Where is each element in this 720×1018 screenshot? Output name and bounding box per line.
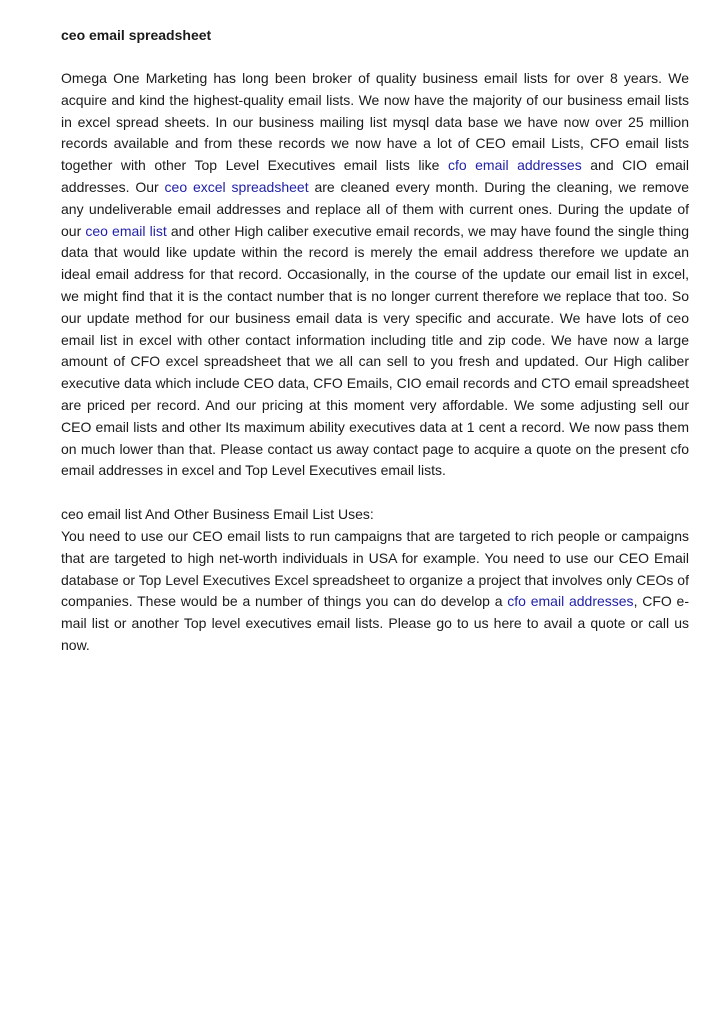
paragraph-text: are cleaned every month. During the cleaning, we remove any undeliverable email addresses and replace all of them with current ones. During the update of our xyxy=(61,178,689,239)
section-subheading: ceo email list And Other Business Email List Uses: xyxy=(61,506,374,523)
link-cfo-email-addresses-2[interactable]: cfo email addresses xyxy=(507,593,634,610)
body-paragraph-2 xyxy=(61,526,689,657)
body-paragraph-1 xyxy=(61,68,689,482)
paragraph-text: and other High caliber executive email records, we may have found the single thing data that would like update within the record is merely the email address therefore we update an ideal email address for that record. Occasionally, in the course of the update our email list in excel, we might find that it is the contact number that is no longer current therefore we replace that too. So our update method for our business email data is very specific and accurate. We have lots of ceo email list in excel with other contact information including title and zip code. We have now a large amount of CFO excel spreadsheet that we all can sell to you fresh and updated. Our High caliber executive data which include CEO data, CFO Emails, CIO email records and CTO email spreadsheet are priced per record. And our pricing at this moment very affordable. We some adjusting sell our CEO email lists and other Its maximum ability executives data at 1 cent a record. We now pass them on much lower than that. Please contact us away contact page to acquire a quote on the present cfo email addresses in excel and Top Level Executives email lists. xyxy=(61,222,689,479)
paragraph-text: Omega One Marketing has long been broker of quality business email lists for over 8 years. We acquire and kind the highest-quality email lists. We now have the majority of our business email lists in excel spread sheets. In our business mailing list mysql data base we have now over 25 million records available and from these records we now have a lot of CEO email Lists, CFO email lists together with other Top Level Executives email lists like xyxy=(61,70,689,174)
link-ceo-excel-spreadsheet[interactable]: ceo excel spreadsheet xyxy=(164,178,309,195)
link-ceo-email-list[interactable]: ceo email list xyxy=(85,222,167,239)
link-cfo-email-addresses[interactable]: cfo email addresses xyxy=(447,157,582,174)
paragraph-text: , CFO e-mail list or another Top level executives email lists. Please go to us here to avail a quote or call us now. xyxy=(61,593,689,653)
document-title: ceo email spreadsheet xyxy=(61,27,212,43)
paragraph-text: and CIO email addresses. Our xyxy=(61,157,689,195)
paragraph-spacer xyxy=(61,482,689,504)
paragraph-text: You need to use our CEO email lists to run campaigns that are targeted to rich people or campaigns that are targeted to high net-worth individuals in USA for example. You need to use our CEO Email database or Top Level Executives Excel spreadsheet to organize a project that involves only CEOs of companies. These would be a number of things you can do develop a xyxy=(61,527,689,610)
